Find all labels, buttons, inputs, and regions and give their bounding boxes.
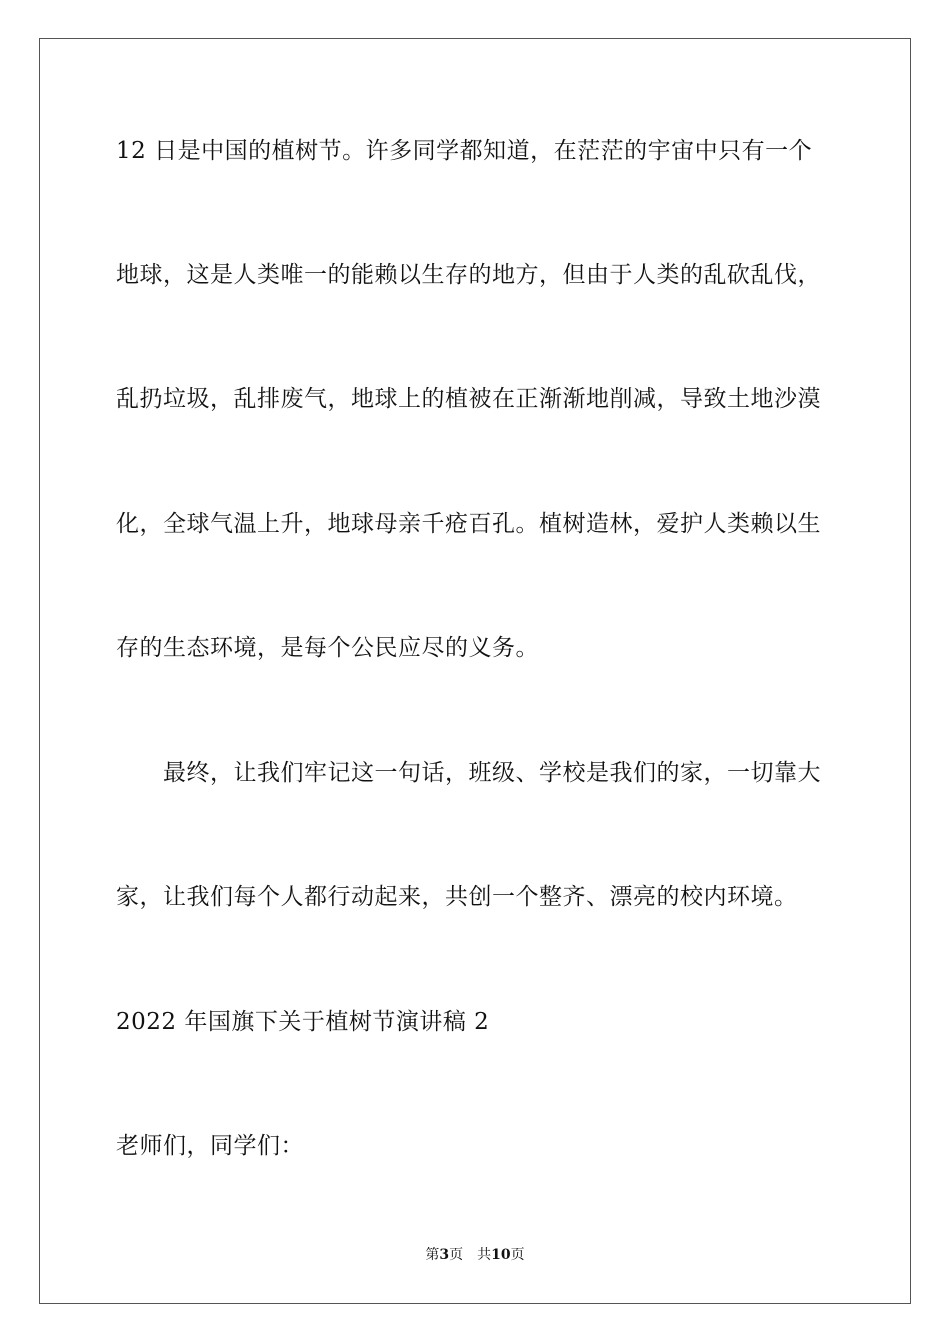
footer-total-pages: 10 xyxy=(491,1247,511,1263)
body-line-1: 12 日是中国的植树节。许多同学都知道，在茫茫的宇宙中只有一个 xyxy=(116,138,813,164)
footer-total-suffix: 页 xyxy=(510,1247,525,1263)
footer-prefix: 第 xyxy=(425,1247,440,1263)
body-line-6: 最终，让我们牢记这一句话，班级、学校是我们的家，一切靠大 xyxy=(116,760,821,786)
page-footer xyxy=(0,1246,950,1264)
footer-page-suffix: 页 共 xyxy=(449,1247,492,1263)
body-line-4: 化，全球气温上升，地球母亲千疮百孔。植树造林，爱护人类赖以生 xyxy=(116,511,821,537)
section-heading: 2022 年国旗下关于植树节演讲稿 2 xyxy=(116,1009,490,1035)
body-line-5: 存的生态环境，是每个公民应尽的义务。 xyxy=(116,635,539,661)
body-line-7: 家，让我们每个人都行动起来，共创一个整齐、漂亮的校内环境。 xyxy=(116,884,798,910)
body-line-3: 乱扔垃圾，乱排废气，地球上的植被在正渐渐地削减，导致土地沙漠 xyxy=(116,386,821,412)
footer-page-number: 3 xyxy=(439,1247,450,1263)
body-line-2: 地球，这是人类唯一的能赖以生存的地方，但由于人类的乱砍乱伐， xyxy=(116,262,821,288)
page-border xyxy=(39,38,911,1304)
salutation: 老师们，同学们： xyxy=(116,1133,304,1159)
